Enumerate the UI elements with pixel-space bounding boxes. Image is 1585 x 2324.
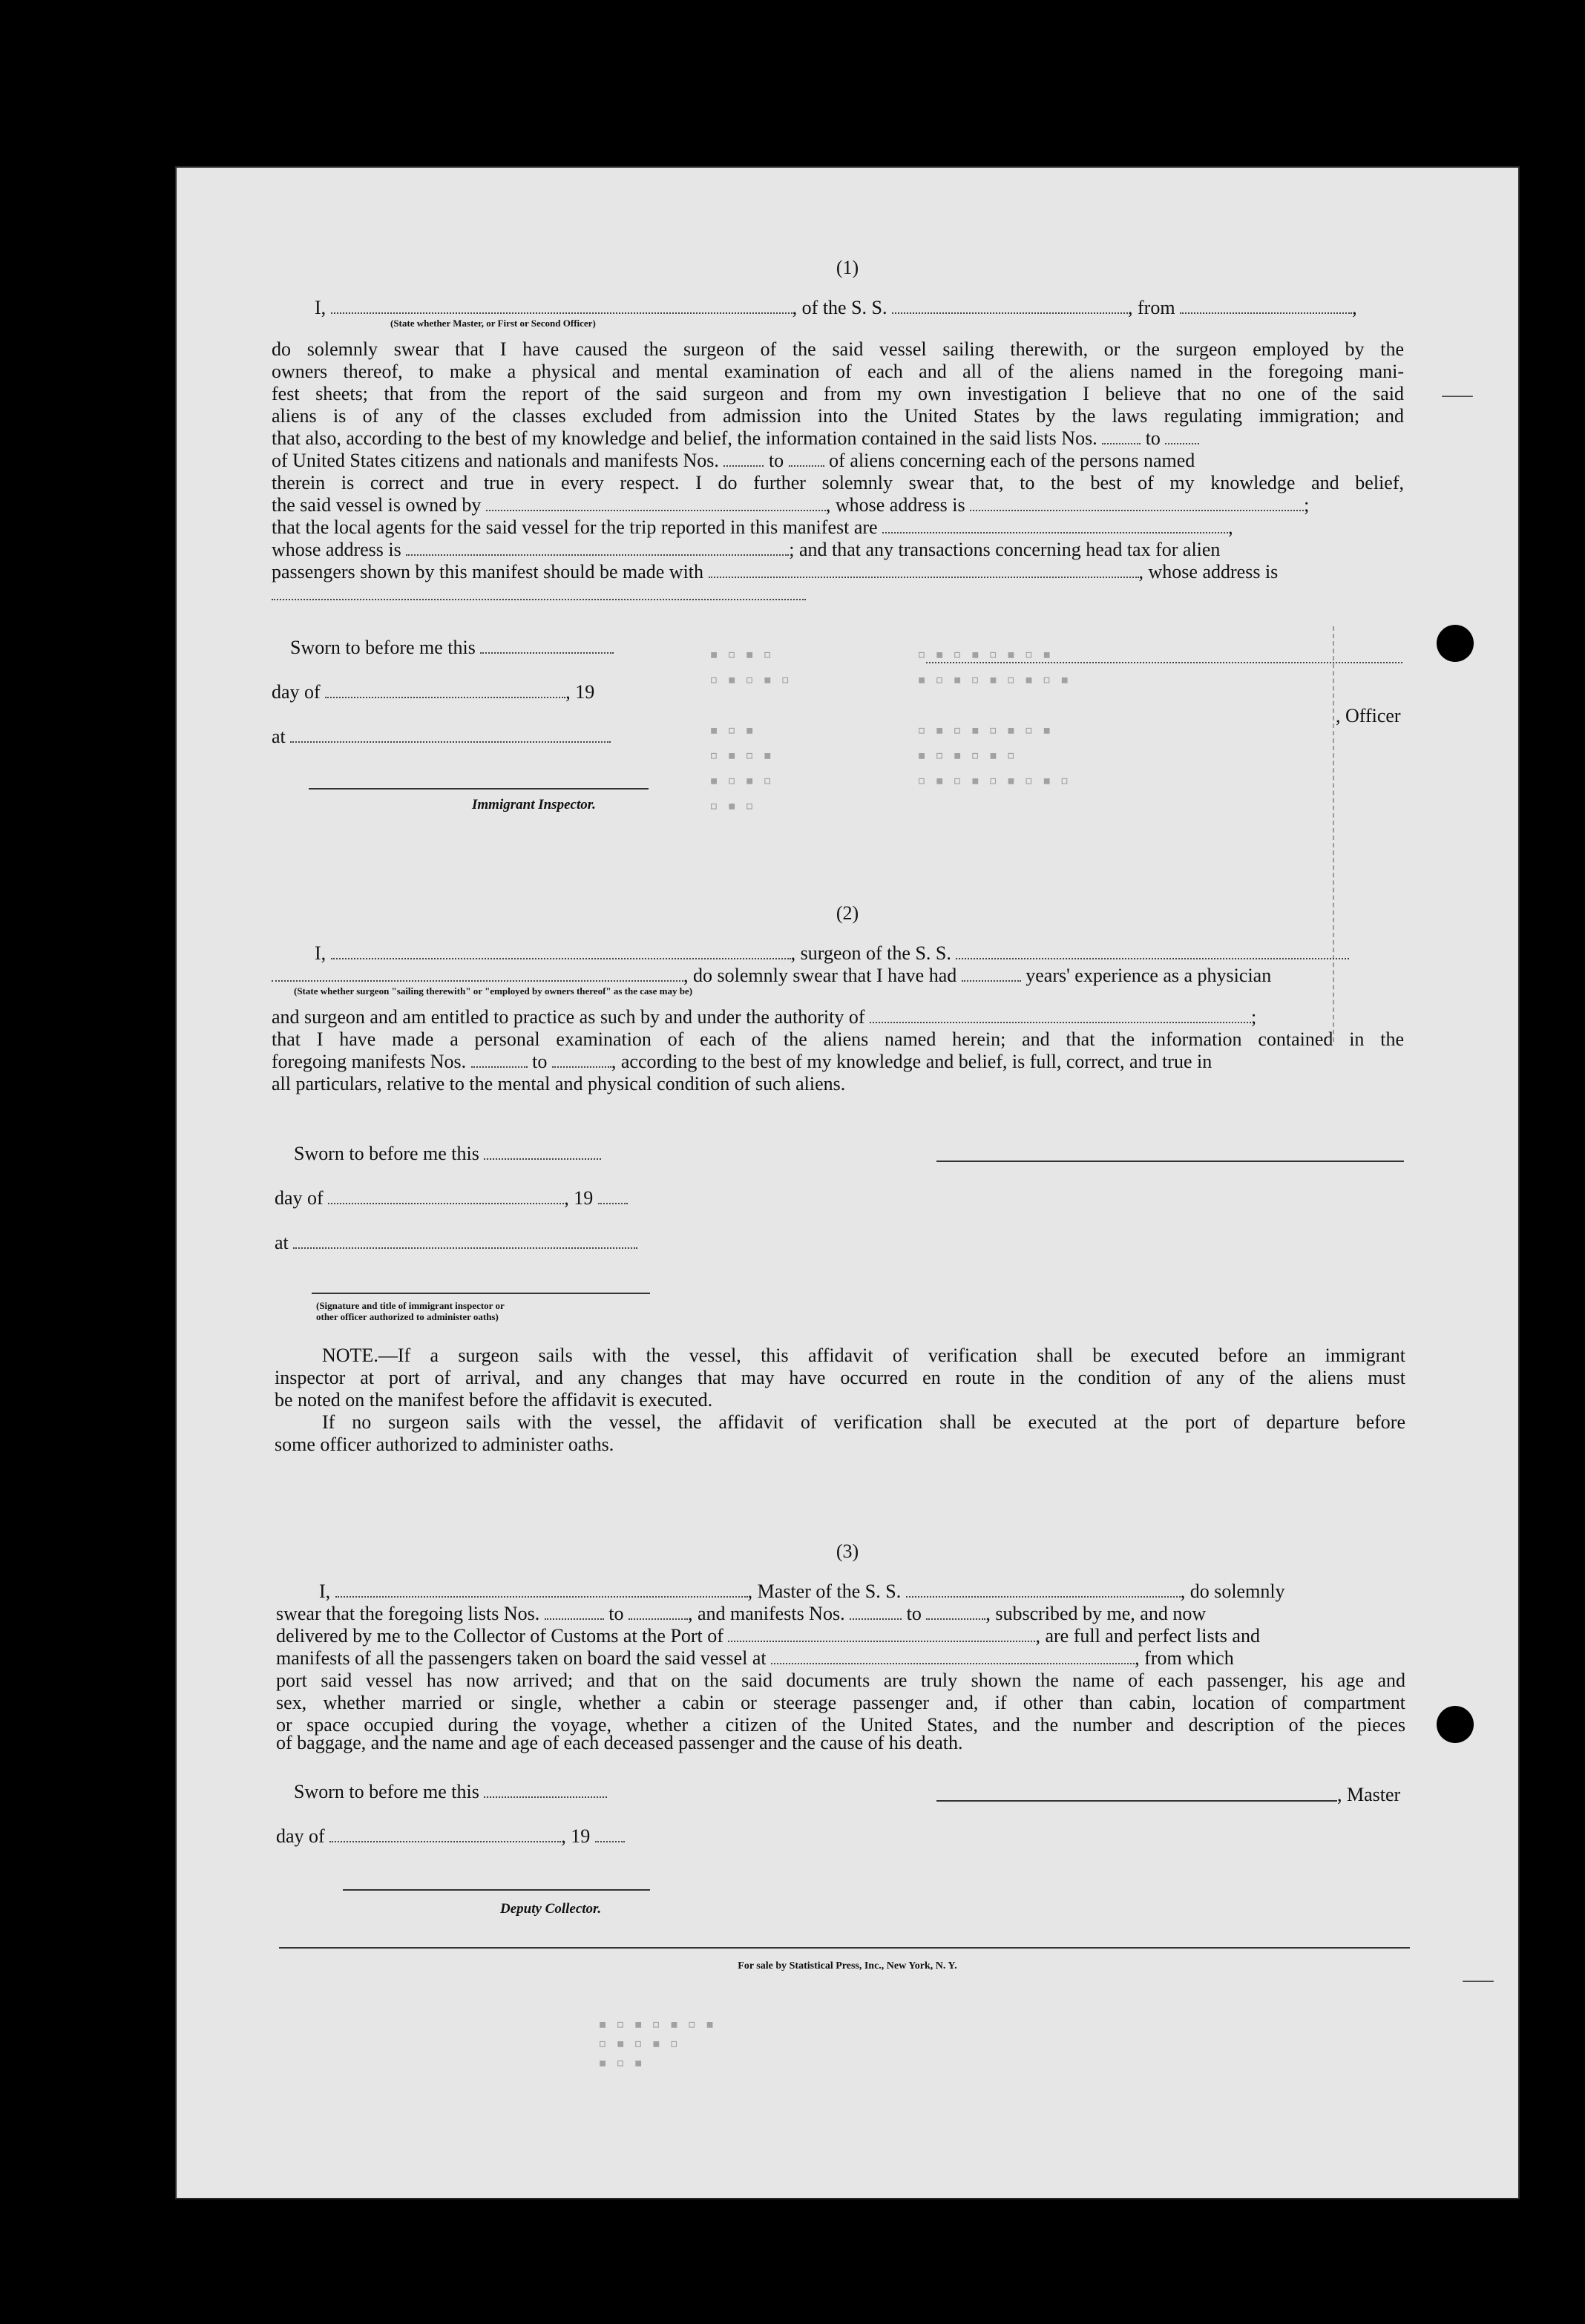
section-3-line-1: I, , Master of the S. S. , do solemnly	[319, 1580, 1285, 1602]
master-lists-from-field[interactable]	[545, 1605, 604, 1620]
signature-note-line-2: other officer authorized to administer oaths)	[316, 1311, 499, 1322]
note-line: If no surgeon sails with the vessel, the affidavit of verification shall be executed at the port of departure before	[322, 1411, 1405, 1433]
note-line: be noted on the manifest before the affidavit is executed.	[275, 1389, 713, 1411]
sworn-date-field[interactable]	[480, 639, 614, 654]
oath-line: fest sheets; that from the report of the said surgeon and from my own investigation I believe that no one of the said	[272, 383, 1404, 404]
manifests-to-field[interactable]	[789, 452, 824, 467]
deputy-collector-signature-line[interactable]	[343, 1889, 650, 1891]
oath-line: do solemnly swear that I have caused the surgeon of the said vessel sailing therewith, or the surgeon employed by the	[272, 338, 1404, 360]
note-line: NOTE.—If a surgeon sails with the vessel, this affidavit of verification shall be executed before an immigrant	[322, 1345, 1405, 1366]
head-tax-agent-field[interactable]	[709, 563, 1139, 578]
day-of-field[interactable]	[325, 683, 565, 698]
master-sworn-date-field[interactable]	[484, 1783, 607, 1798]
section-1-number: (1)	[836, 257, 859, 278]
surgeon-manifests-from-field[interactable]	[471, 1053, 528, 1068]
oath-line-agent-address: whose address is ; and that any transactions concerning head tax for alien	[272, 539, 1221, 560]
footer-rule	[279, 1947, 1410, 1949]
printer-credit: For sale by Statistical Press, Inc., New York, N. Y.	[738, 1960, 957, 1972]
section-2-exam: that I have made a personal examination of each of the aliens named herein; and that the information contained in the	[272, 1028, 1404, 1050]
section-1-sworn: Sworn to before me this	[290, 637, 614, 659]
stray-mark: ⸺	[1462, 1969, 1494, 1991]
bleed-through-marks: ▪ ▫ ▪ ▫ ▫ ▪ ▫ ▪ ▫ ▪ ▫ ▪ ▫ ▪ ▫ ▪ ▪ ▫ ▪ ▫ ▫ ▪ ▫	[709, 645, 790, 814]
section-1-day-of: day of , 19	[272, 681, 595, 703]
years-experience-field[interactable]	[962, 967, 1021, 982]
oath-line: therein is correct and true in every respect. I do further solemnly swear that, to the best of my knowledge and belief,	[272, 472, 1404, 493]
oath-line-owned: the said vessel is owned by , whose address is ;	[272, 494, 1310, 516]
section-3-body-line: of baggage, and the name and age of each deceased passenger and the cause of his death.	[276, 1732, 963, 1753]
section-3-line-3: delivered by me to the Collector of Customs at the Port of , are full and perfect lists and	[276, 1625, 1260, 1647]
section-2-surgeon-note: (State whether surgeon "sailing therewith" or "employed by owners thereof" as the case may be)	[294, 985, 693, 997]
oath-line-head-tax-address	[272, 583, 806, 605]
surgeon-manifests-to-field[interactable]	[552, 1053, 611, 1068]
section-2-number: (2)	[836, 902, 859, 924]
at-field[interactable]	[290, 728, 611, 743]
section-1-officer-note: (State whether Master, or First or Second Officer)	[390, 318, 596, 329]
section-3-sworn: Sworn to before me this	[294, 1781, 607, 1803]
master-year-field[interactable]	[595, 1828, 625, 1842]
lists-from-field[interactable]	[1102, 430, 1141, 444]
surgeon-status-field[interactable]	[272, 967, 683, 982]
section-3-line-4: manifests of all the passengers taken on board the said vessel at , from which	[276, 1647, 1234, 1669]
oath-line: owners thereof, to make a physical and mental examination of each and all of the aliens named in the foregoing mani-	[272, 361, 1404, 382]
oath-line: aliens is of any of the classes excluded from admission into the United States by the laws regulating immigration; and	[272, 405, 1404, 427]
boarding-port-field[interactable]	[771, 1650, 1135, 1664]
section-1-at: at	[272, 726, 611, 748]
authority-field[interactable]	[870, 1008, 1251, 1023]
oath-line-head-tax: passengers shown by this manifest should be made with , whose address is	[272, 561, 1279, 582]
section-3-body-line: sex, whether married or single, whether a cabin or steerage passenger and, if other than cabin, location of compartment	[276, 1692, 1405, 1713]
section-2-at: at	[275, 1232, 637, 1254]
head-tax-address-field[interactable]	[272, 585, 806, 600]
bleed-through-rule	[1333, 626, 1334, 1042]
section-2-day-of: day of , 19	[275, 1187, 628, 1209]
deputy-collector-label: Deputy Collector.	[500, 1901, 602, 1917]
section-2-authority: and surgeon and am entitled to practice as such by and under the authority of ;	[272, 1006, 1257, 1028]
section-2-particulars: all particulars, relative to the mental and physical condition of such aliens.	[272, 1073, 846, 1094]
owner-address-field[interactable]	[970, 496, 1304, 511]
section-3-body-line: or space occupied during the voyage, whether a citizen of the United States, and the number and description of the pieces	[276, 1714, 1405, 1736]
note-line: some officer authorized to administer oaths.	[275, 1434, 614, 1455]
bleed-through-marks-right: ▫ ▪ ▫ ▪ ▫ ▪ ▫ ▪ ▪ ▫ ▪ ▫ ▪ ▫ ▪ ▫ ▪ ▫ ▪ ▫ ▪ ▫ ▪ ▫ ▪ ▪ ▫ ▪ ▫ ▪ ▫ ▫ ▪ ▫ ▪ ▫ ▪ ▫ ▪ ▫	[917, 645, 1069, 789]
immigrant-inspector-label: Immigrant Inspector.	[472, 797, 596, 813]
administering-officer-signature-line[interactable]	[312, 1293, 650, 1294]
section-3-body-line: port said vessel has now arrived; and that on the said documents are truly shown the name of each passenger, his age and	[276, 1670, 1405, 1691]
surgeon-name-field[interactable]	[331, 945, 791, 959]
manifests-from-field[interactable]	[723, 452, 764, 467]
oath-line-manifests: of United States citizens and nationals and manifests Nos. to of aliens concerning each of the persons named	[272, 450, 1195, 471]
agent-address-field[interactable]	[406, 541, 789, 556]
master-manifests-to-field[interactable]	[926, 1605, 985, 1620]
lists-to-field[interactable]	[1165, 430, 1199, 444]
inspector-signature-line[interactable]	[309, 788, 649, 790]
section-2-line-1: I, , surgeon of the S. S.	[315, 942, 1349, 965]
section-3-day-of: day of , 19	[276, 1825, 625, 1848]
owner-field[interactable]	[486, 496, 826, 511]
officer-signature-line[interactable]	[926, 662, 1402, 663]
officer-label: , Officer	[1336, 705, 1401, 726]
master-name-field[interactable]	[335, 1583, 748, 1598]
master-manifests-from-field[interactable]	[850, 1605, 902, 1620]
officer-name-field[interactable]	[331, 299, 792, 314]
bleed-through-marks-bottom: ▪ ▫ ▪ ▫ ▪ ▫ ▪ ▫ ▪ ▫ ▪ ▫ ▪ ▫ ▪	[598, 2015, 715, 2071]
note-line: inspector at port of arrival, and any changes that may have occurred en route in the condition of any of the aliens must	[275, 1367, 1405, 1388]
surgeon-vessel-field[interactable]	[956, 945, 1349, 959]
stray-mark: ⸺	[1441, 384, 1474, 406]
master-signature-line[interactable]	[936, 1800, 1337, 1802]
port-field[interactable]	[728, 1627, 1035, 1642]
section-2-sworn: Sworn to before me this	[294, 1143, 601, 1165]
oath-line-lists: that also, according to the best of my knowledge and belief, the information contained in the said lists Nos. to	[272, 427, 1199, 450]
surgeon-at-field[interactable]	[293, 1234, 637, 1249]
master-day-of-field[interactable]	[329, 1828, 561, 1842]
section-3-number: (3)	[836, 1540, 859, 1562]
surgeon-day-of-field[interactable]	[328, 1189, 564, 1204]
surgeon-year-field[interactable]	[598, 1189, 628, 1204]
section-2-line-2: , do solemnly swear that I have had years' experience as a physician	[272, 965, 1271, 987]
document-page	[175, 166, 1520, 2199]
master-lists-to-field[interactable]	[629, 1605, 688, 1620]
punch-hole-top	[1437, 625, 1474, 662]
section-1-line-1: I, , of the S. S. , from ,	[315, 297, 1357, 318]
master-vessel-field[interactable]	[906, 1583, 1181, 1598]
punch-hole-bottom	[1437, 1706, 1474, 1743]
signature-note-line-1: (Signature and title of immigrant inspector or	[316, 1300, 505, 1311]
section-2-foregoing: foregoing manifests Nos. to , according to the best of my knowledge and belief, is full, correct, and true in	[272, 1051, 1212, 1072]
oath-line-agents: that the local agents for the said vessel for the trip reported in this manifest are ,	[272, 516, 1233, 538]
vessel-name-field[interactable]	[892, 299, 1128, 314]
surgeon-signature-line[interactable]	[936, 1161, 1404, 1162]
from-port-field[interactable]	[1180, 299, 1352, 314]
surgeon-sworn-date-field[interactable]	[484, 1145, 601, 1160]
master-label: , Master	[1337, 1784, 1401, 1805]
local-agents-field[interactable]	[882, 519, 1228, 534]
section-3-line-2: swear that the foregoing lists Nos. to , and manifests Nos. to , subscribed by me, and now	[276, 1603, 1207, 1624]
